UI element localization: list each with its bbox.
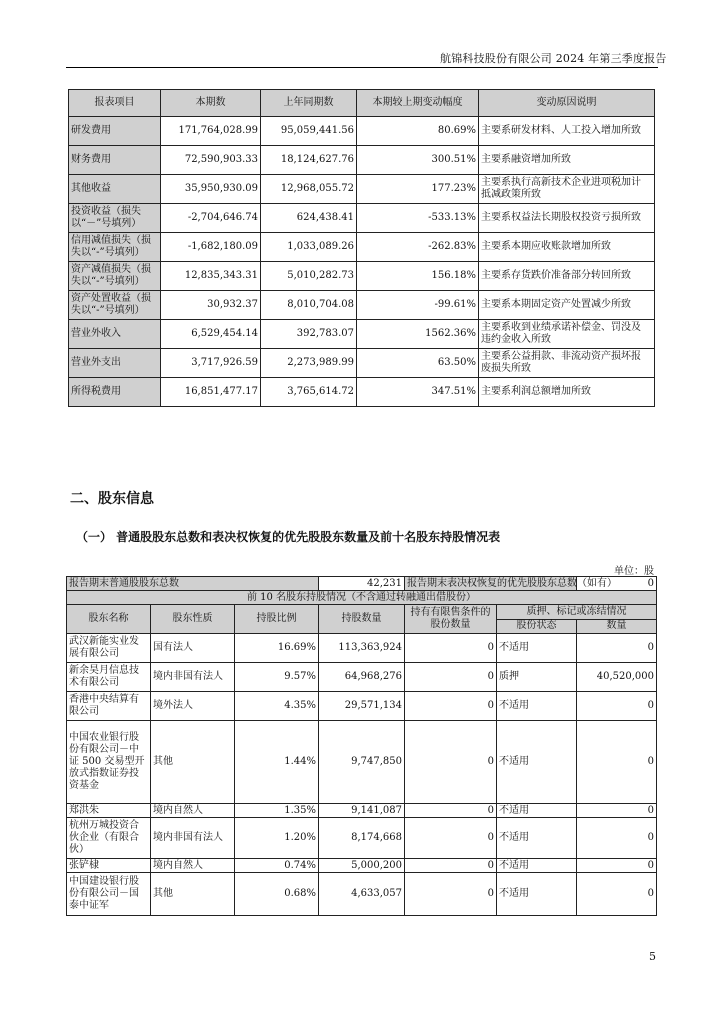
pref-holders-label: 报告期末表决权恢复的优先股股东总数（如有） bbox=[405, 577, 577, 591]
row-reason: 主要系融资增加所致 bbox=[479, 146, 655, 175]
row-prior: 95,059,441.56 bbox=[261, 117, 357, 146]
row-change: 300.51% bbox=[357, 146, 479, 175]
holder-qty: 9,141,087 bbox=[319, 804, 405, 818]
page-header-title: 航锦科技股份有限公司 2024 年第三季度报告 bbox=[440, 52, 667, 65]
holder-ratio: 16.69% bbox=[235, 634, 319, 663]
header-divider bbox=[66, 67, 658, 68]
col-header-change: 本期较上期变动幅度 bbox=[357, 90, 479, 117]
col-header-prior: 上年同期数 bbox=[261, 90, 357, 117]
holder-qty: 8,174,668 bbox=[319, 818, 405, 859]
row-current: -2,704,646.74 bbox=[161, 204, 261, 233]
page-number: 5 bbox=[649, 950, 656, 963]
col-header-status: 股份状态 bbox=[497, 619, 577, 634]
col-header-pledge: 质押、标记或冻结情况 bbox=[497, 605, 657, 620]
table-row bbox=[69, 320, 655, 349]
holder-amount: 0 bbox=[577, 859, 657, 873]
holder-nature: 国有法人 bbox=[151, 634, 235, 663]
table-row bbox=[69, 233, 655, 262]
holder-status: 不适用 bbox=[497, 818, 577, 859]
holder-restricted: 0 bbox=[405, 721, 497, 804]
holder-status: 不适用 bbox=[497, 859, 577, 873]
row-reason: 主要系本期应收账款增加所致 bbox=[479, 233, 655, 262]
row-change: 63.50% bbox=[357, 349, 479, 378]
holder-status: 不适用 bbox=[497, 721, 577, 804]
holder-qty: 113,363,924 bbox=[319, 634, 405, 663]
table-row bbox=[67, 818, 657, 859]
summary-row bbox=[67, 577, 657, 591]
holder-nature: 境内自然人 bbox=[151, 859, 235, 873]
table-row bbox=[67, 663, 657, 692]
col-header-ratio: 持股比例 bbox=[235, 605, 319, 634]
row-prior: 1,033,089.26 bbox=[261, 233, 357, 262]
row-prior: 2,273,989.99 bbox=[261, 349, 357, 378]
row-item: 其他收益 bbox=[69, 175, 161, 204]
holder-ratio: 4.35% bbox=[235, 692, 319, 721]
row-prior: 8,010,704.08 bbox=[261, 291, 357, 320]
holder-ratio: 1.44% bbox=[235, 721, 319, 804]
holder-nature: 境外法人 bbox=[151, 692, 235, 721]
row-current: 6,529,454.14 bbox=[161, 320, 261, 349]
row-item: 资产减值损失（损失以“-”号填列） bbox=[69, 262, 161, 291]
row-prior: 3,765,614.72 bbox=[261, 378, 357, 407]
holder-status: 不适用 bbox=[497, 692, 577, 721]
holder-name: 杭州万城投资合伙企业（有限合伙） bbox=[67, 818, 151, 859]
holder-name: 张铲棣 bbox=[67, 859, 151, 873]
holder-nature: 境内自然人 bbox=[151, 804, 235, 818]
row-change: 80.69% bbox=[357, 117, 479, 146]
holder-restricted: 0 bbox=[405, 692, 497, 721]
row-reason: 主要系研发材料、人工投入增加所致 bbox=[479, 117, 655, 146]
row-item: 营业外支出 bbox=[69, 349, 161, 378]
holder-ratio: 9.57% bbox=[235, 663, 319, 692]
holder-ratio: 0.74% bbox=[235, 859, 319, 873]
holder-amount: 0 bbox=[577, 634, 657, 663]
holder-name: 新余昊月信息技术有限公司 bbox=[67, 663, 151, 692]
row-reason: 主要系权益法长期股权投资亏损所致 bbox=[479, 204, 655, 233]
row-prior: 12,968,055.72 bbox=[261, 175, 357, 204]
row-change: 156.18% bbox=[357, 262, 479, 291]
pref-holders-value: 0 bbox=[577, 577, 657, 591]
table-row bbox=[67, 804, 657, 818]
row-current: 30,932.37 bbox=[161, 291, 261, 320]
holder-amount: 40,520,000 bbox=[577, 663, 657, 692]
holder-amount: 0 bbox=[577, 873, 657, 916]
holder-restricted: 0 bbox=[405, 818, 497, 859]
row-reason: 主要系执行高新技术企业进项税加计抵减政策所致 bbox=[479, 175, 655, 204]
holder-nature: 其他 bbox=[151, 873, 235, 916]
unit-label: 单位：股 bbox=[614, 566, 654, 577]
row-reason: 主要系利润总额增加所致 bbox=[479, 378, 655, 407]
row-current: 12,835,343.31 bbox=[161, 262, 261, 291]
holder-ratio: 0.68% bbox=[235, 873, 319, 916]
col-header-reason: 变动原因说明 bbox=[479, 90, 655, 117]
holder-restricted: 0 bbox=[405, 634, 497, 663]
holder-amount: 0 bbox=[577, 721, 657, 804]
row-prior: 624,438.41 bbox=[261, 204, 357, 233]
table-row bbox=[69, 262, 655, 291]
holder-qty: 9,747,850 bbox=[319, 721, 405, 804]
holder-qty: 5,000,200 bbox=[319, 859, 405, 873]
holder-amount: 0 bbox=[577, 804, 657, 818]
subsection-title: （一） 普通股股东总数和表决权恢复的优先股股东数量及前十名股东持股情况表 bbox=[76, 530, 501, 544]
holder-qty: 29,571,134 bbox=[319, 692, 405, 721]
holder-amount: 0 bbox=[577, 692, 657, 721]
row-item: 研发费用 bbox=[69, 117, 161, 146]
row-change: -99.61% bbox=[357, 291, 479, 320]
holder-status: 质押 bbox=[497, 663, 577, 692]
holder-status: 不适用 bbox=[497, 634, 577, 663]
col-header-amount: 数量 bbox=[577, 619, 657, 634]
top10-caption: 前 10 名股东持股情况（不含通过转融通出借股份） bbox=[67, 591, 657, 605]
row-change: -262.83% bbox=[357, 233, 479, 262]
row-reason: 主要系本期固定资产处置减少所致 bbox=[479, 291, 655, 320]
row-item: 财务费用 bbox=[69, 146, 161, 175]
table-row bbox=[69, 349, 655, 378]
holders-header-row bbox=[67, 605, 657, 620]
col-header-item: 报表项目 bbox=[69, 90, 161, 117]
row-item: 资产处置收益（损失以“-”号填列） bbox=[69, 291, 161, 320]
holder-name: 中国建设银行股份有限公司－国泰中证军 bbox=[67, 873, 151, 916]
row-item: 营业外收入 bbox=[69, 320, 161, 349]
row-item: 信用减值损失（损失以“-”号填列） bbox=[69, 233, 161, 262]
row-reason: 主要系收到业绩承诺补偿金、罚没及违约金收入所致 bbox=[479, 320, 655, 349]
row-reason: 主要系存货跌价准备部分转回所致 bbox=[479, 262, 655, 291]
col-header-current: 本期数 bbox=[161, 90, 261, 117]
table-row bbox=[67, 873, 657, 916]
col-header-name: 股东名称 bbox=[67, 605, 151, 634]
holder-restricted: 0 bbox=[405, 663, 497, 692]
row-current: 35,950,930.09 bbox=[161, 175, 261, 204]
table-row bbox=[69, 378, 655, 407]
total-holders-value: 42,231 bbox=[319, 577, 405, 591]
table-row bbox=[69, 175, 655, 204]
col-header-restricted: 持有有限售条件的股份数量 bbox=[405, 605, 497, 634]
row-current: 16,851,477.17 bbox=[161, 378, 261, 407]
row-prior: 18,124,627.76 bbox=[261, 146, 357, 175]
table-row bbox=[67, 859, 657, 873]
table-row bbox=[67, 721, 657, 804]
row-item: 所得税费用 bbox=[69, 378, 161, 407]
row-prior: 5,010,282.73 bbox=[261, 262, 357, 291]
holder-status: 不适用 bbox=[497, 804, 577, 818]
holder-status: 不适用 bbox=[497, 873, 577, 916]
holder-ratio: 1.20% bbox=[235, 818, 319, 859]
table-row bbox=[67, 634, 657, 663]
holder-qty: 64,968,276 bbox=[319, 663, 405, 692]
holder-nature: 其他 bbox=[151, 721, 235, 804]
row-reason: 主要系公益捐款、非流动资产损坏报废损失所致 bbox=[479, 349, 655, 378]
holder-ratio: 1.35% bbox=[235, 804, 319, 818]
row-current: -1,682,180.09 bbox=[161, 233, 261, 262]
row-change: -533.13% bbox=[357, 204, 479, 233]
table-row bbox=[69, 291, 655, 320]
holder-amount: 0 bbox=[577, 818, 657, 859]
holder-qty: 4,633,057 bbox=[319, 873, 405, 916]
holder-restricted: 0 bbox=[405, 859, 497, 873]
table-row bbox=[69, 117, 655, 146]
caption-row bbox=[67, 591, 657, 605]
holder-name: 武汉新能实业发展有限公司 bbox=[67, 634, 151, 663]
col-header-nature: 股东性质 bbox=[151, 605, 235, 634]
holder-nature: 境内非国有法人 bbox=[151, 663, 235, 692]
col-header-qty: 持股数量 bbox=[319, 605, 405, 634]
table-row bbox=[69, 204, 655, 233]
holder-name: 香港中央结算有限公司 bbox=[67, 692, 151, 721]
row-current: 72,590,903.33 bbox=[161, 146, 261, 175]
holder-nature: 境内非国有法人 bbox=[151, 818, 235, 859]
row-prior: 392,783.07 bbox=[261, 320, 357, 349]
holder-restricted: 0 bbox=[405, 804, 497, 818]
section-title-shareholders: 二、股东信息 bbox=[70, 491, 154, 507]
table-row bbox=[67, 692, 657, 721]
row-change: 347.51% bbox=[357, 378, 479, 407]
table-header-row bbox=[69, 90, 655, 117]
top10-shareholders-table bbox=[66, 576, 657, 916]
total-holders-label: 报告期末普通股股东总数 bbox=[67, 577, 319, 591]
row-change: 1562.36% bbox=[357, 320, 479, 349]
holder-name: 中国农业银行股份有限公司－中证 500 交易型开放式指数证券投资基金 bbox=[67, 721, 151, 804]
row-item: 投资收益（损失以“－”号填列） bbox=[69, 204, 161, 233]
holder-restricted: 0 bbox=[405, 873, 497, 916]
expense-change-table bbox=[68, 89, 655, 407]
row-current: 171,764,028.99 bbox=[161, 117, 261, 146]
table-row bbox=[69, 146, 655, 175]
row-change: 177.23% bbox=[357, 175, 479, 204]
holder-name: 郑洪朱 bbox=[67, 804, 151, 818]
row-current: 3,717,926.59 bbox=[161, 349, 261, 378]
